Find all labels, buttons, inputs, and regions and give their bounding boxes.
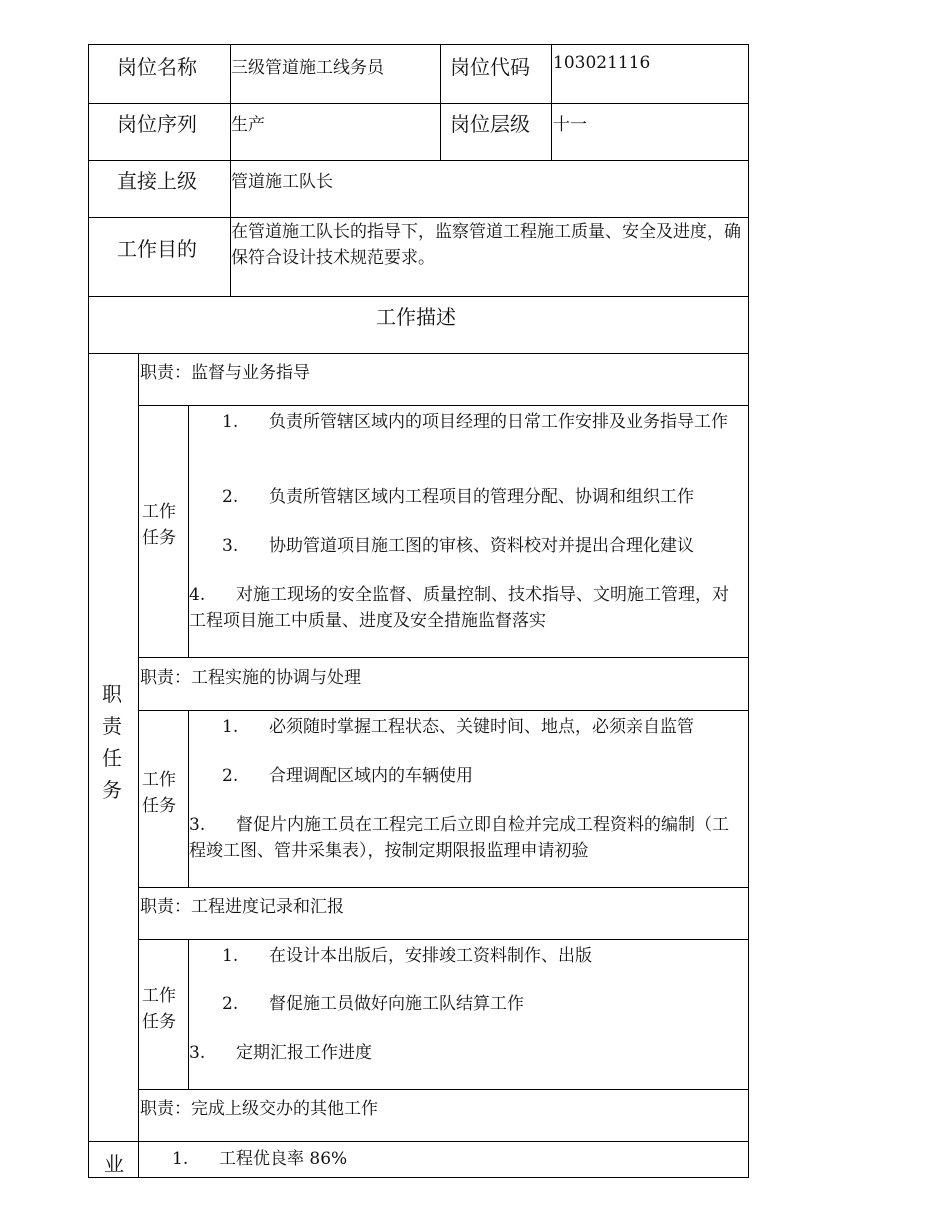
purpose-value: 在管道施工队长的指导下，监察管道工程施工质量、安全及进度，确保符合设计技术规范要求。 bbox=[231, 222, 741, 268]
row-divider bbox=[88, 217, 749, 218]
job-code-value: 103021116 bbox=[553, 53, 651, 73]
task-item: 3. 协助管道项目施工图的审核、资料校对并提出合理化建议 bbox=[222, 536, 694, 556]
column-divider bbox=[551, 44, 552, 161]
purpose-label: 工作目的 bbox=[117, 237, 197, 261]
task-label: 工作 bbox=[142, 770, 176, 790]
section-title: 工作描述 bbox=[376, 305, 456, 329]
job-level-label: 岗位层级 bbox=[450, 112, 530, 136]
duty-title: 职责：工程进度记录和汇报 bbox=[140, 897, 344, 917]
row-divider bbox=[139, 710, 749, 711]
row-divider bbox=[139, 657, 749, 658]
job-level-value: 十一 bbox=[553, 115, 587, 135]
row-divider bbox=[139, 405, 749, 406]
column-divider bbox=[440, 44, 441, 161]
job-code-label: 岗位代码 bbox=[450, 55, 530, 79]
superior-label: 直接上级 bbox=[117, 169, 197, 193]
task-item: 1. 负责所管辖区域内的项目经理的日常工作安排及业务指导工作 bbox=[222, 412, 728, 432]
performance-label: 业 bbox=[104, 1152, 124, 1176]
task-item: 2. 负责所管辖区域内工程项目的管理分配、协调和组织工作 bbox=[222, 487, 694, 507]
task-item: 3. 督促片内施工员在工程完工后立即自检并完成工程资料的编制（工程竣工图、管井采集表），按制定期限报监理申请初验 bbox=[189, 815, 729, 861]
job-name-label: 岗位名称 bbox=[117, 55, 197, 79]
task-label: 工作 bbox=[142, 502, 176, 522]
task-label: 任务 bbox=[142, 528, 176, 548]
task-item: 4. 对施工现场的安全监督、质量控制、技术指导、文明施工管理，对工程项目施工中质量、进度及安全措施监督落实 bbox=[189, 585, 729, 631]
job-name-value: 三级管道施工线务员 bbox=[231, 58, 384, 78]
task-item: 3. 定期汇报工作进度 bbox=[189, 1043, 372, 1063]
duties-label-char: 任 bbox=[102, 746, 122, 770]
table-border-left bbox=[88, 44, 89, 1178]
table-border-right bbox=[748, 44, 749, 1178]
row-divider bbox=[88, 1141, 749, 1142]
task-item: 1. 必须随时掌握工程状态、关键时间、地点，必须亲自监管 bbox=[222, 717, 694, 737]
duty-title: 职责：工程实施的协调与处理 bbox=[140, 668, 361, 688]
row-divider bbox=[88, 103, 749, 104]
row-divider bbox=[139, 1089, 749, 1090]
task-item: 1. 在设计本出版后，安排竣工资料制作、出版 bbox=[222, 946, 592, 966]
task-item: 2. 合理调配区域内的车辆使用 bbox=[222, 766, 473, 786]
duties-label-char: 责 bbox=[102, 714, 122, 738]
task-label: 工作 bbox=[142, 986, 176, 1006]
row-divider bbox=[88, 353, 749, 354]
table-border-bottom bbox=[88, 1177, 749, 1178]
task-label: 任务 bbox=[142, 1012, 176, 1032]
task-item: 2. 督促施工员做好向施工队结算工作 bbox=[222, 994, 524, 1014]
task-label: 任务 bbox=[142, 796, 176, 816]
job-series-value: 生产 bbox=[231, 115, 265, 135]
performance-item: 1. 工程优良率 86% bbox=[172, 1149, 348, 1169]
table-border-top bbox=[88, 44, 749, 45]
row-divider bbox=[88, 296, 749, 297]
duties-label-char: 务 bbox=[102, 778, 122, 802]
column-divider bbox=[138, 353, 139, 1178]
row-divider bbox=[139, 939, 749, 940]
job-series-label: 岗位序列 bbox=[117, 112, 197, 136]
superior-value: 管道施工队长 bbox=[231, 172, 333, 192]
duties-label-char: 职 bbox=[102, 682, 122, 706]
job-description-table bbox=[88, 44, 749, 1178]
row-divider bbox=[88, 160, 749, 161]
column-divider bbox=[188, 939, 189, 1090]
duty-title: 职责：监督与业务指导 bbox=[140, 363, 310, 383]
row-divider bbox=[139, 887, 749, 888]
duty-title: 职责：完成上级交办的其他工作 bbox=[140, 1099, 378, 1119]
